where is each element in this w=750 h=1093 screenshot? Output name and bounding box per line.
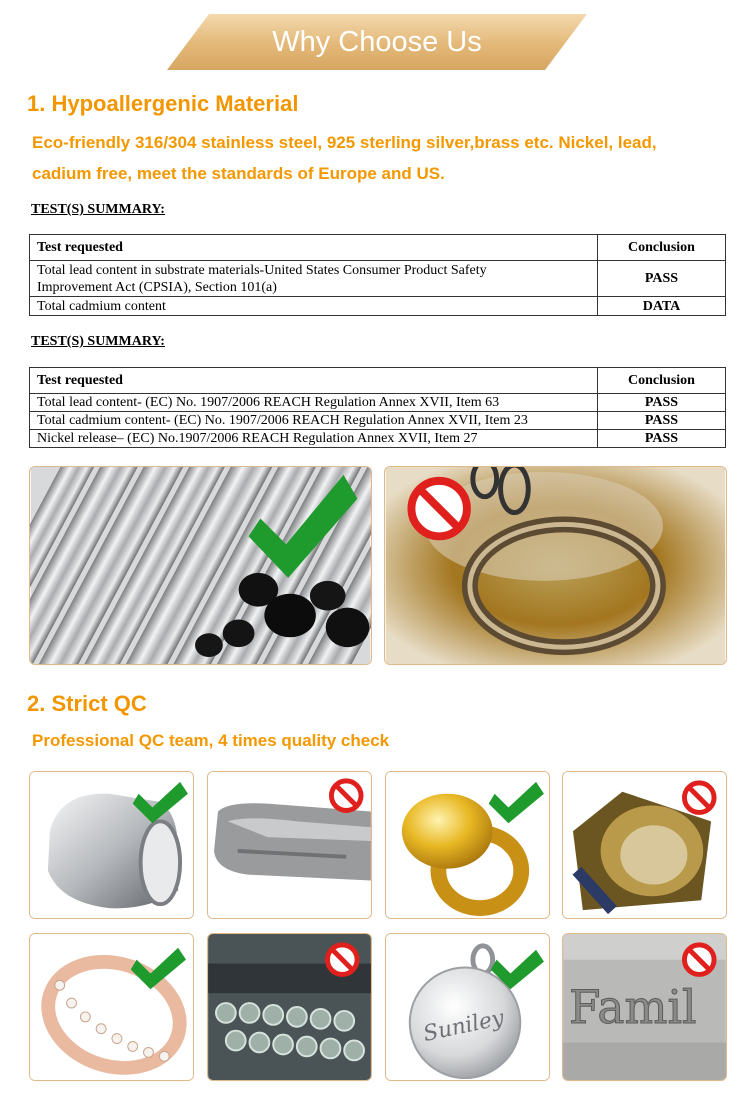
header-conclusion: Conclusion [598,368,726,394]
header-conclusion: Conclusion [598,235,726,261]
qc-good-silver-ring [29,771,194,919]
table-row [30,412,726,430]
section2-heading: 2. Strict QC [27,691,147,716]
conclusion-cell: PASS [598,261,726,297]
qc-good-rose-gold-ring [29,933,194,1081]
prohibited-icon [684,945,714,975]
table-row [30,297,726,316]
section1-description-line2: cadium free, meet the standards of Europe and US. [32,164,445,183]
prohibited-icon [411,481,466,536]
qc-good-gold-ring [385,771,550,919]
test-cell: Nickel release– (EC) No.1907/2006 REACH Regulation Annex XVII, Item 27 [30,430,598,448]
qc-bad-engraving [562,933,727,1081]
header-test-requested: Test requested [30,235,598,261]
rusty-ring-photo [384,466,727,665]
test-summary-table-2 [29,367,726,448]
engraving-text: Famil [569,980,697,1034]
steel-tubes-photo [29,466,372,665]
steel-tubes-image [30,467,371,664]
test-summary-table-1 [29,234,726,316]
why-choose-us-banner [167,14,587,70]
test-text-line1: Total lead content in substrate materials-United States Consumer Product Safety [37,262,487,278]
section1-heading: 1. Hypoallergenic Material [27,91,299,116]
table-header-row [30,235,726,261]
table-row [30,430,726,448]
qc-good-engraved-pendant [385,933,550,1081]
conclusion-cell: PASS [598,412,726,430]
conclusion-cell: PASS [598,430,726,448]
qc-bad-steel-bar [207,771,372,919]
rusty-ring-image [385,467,726,664]
pendant-engraving-text: Suniley [421,1005,507,1048]
test-summary-label-2: TEST(S) SUMMARY: [31,334,165,349]
prohibited-icon [327,945,357,975]
section2-subtitle: Professional QC team, 4 times quality check [32,731,390,750]
test-cell: Total cadmium content- (EC) No. 1907/2006 REACH Regulation Annex XVII, Item 23 [30,412,598,430]
qc-bad-stone-setting [207,933,372,1081]
qc-bad-brass-ring [562,771,727,919]
header-test-requested: Test requested [30,368,598,394]
banner-title: Why Choose Us [272,25,482,58]
test-text-line2: Improvement Act (CPSIA), Section 101(a) [37,279,277,295]
table-row [30,394,726,412]
section1-description-line1: Eco-friendly 316/304 stainless steel, 925 sterling silver,brass etc. Nickel, lead, [32,133,657,152]
test-cell [30,261,598,297]
prohibited-icon [684,783,714,813]
prohibited-icon [331,781,361,811]
conclusion-cell: PASS [598,394,726,412]
table-header-row [30,368,726,394]
test-cell: Total lead content- (EC) No. 1907/2006 REACH Regulation Annex XVII, Item 63 [30,394,598,412]
test-summary-label-1: TEST(S) SUMMARY: [31,202,165,217]
test-cell: Total cadmium content [30,297,598,316]
conclusion-cell: DATA [598,297,726,316]
table-row [30,261,726,297]
